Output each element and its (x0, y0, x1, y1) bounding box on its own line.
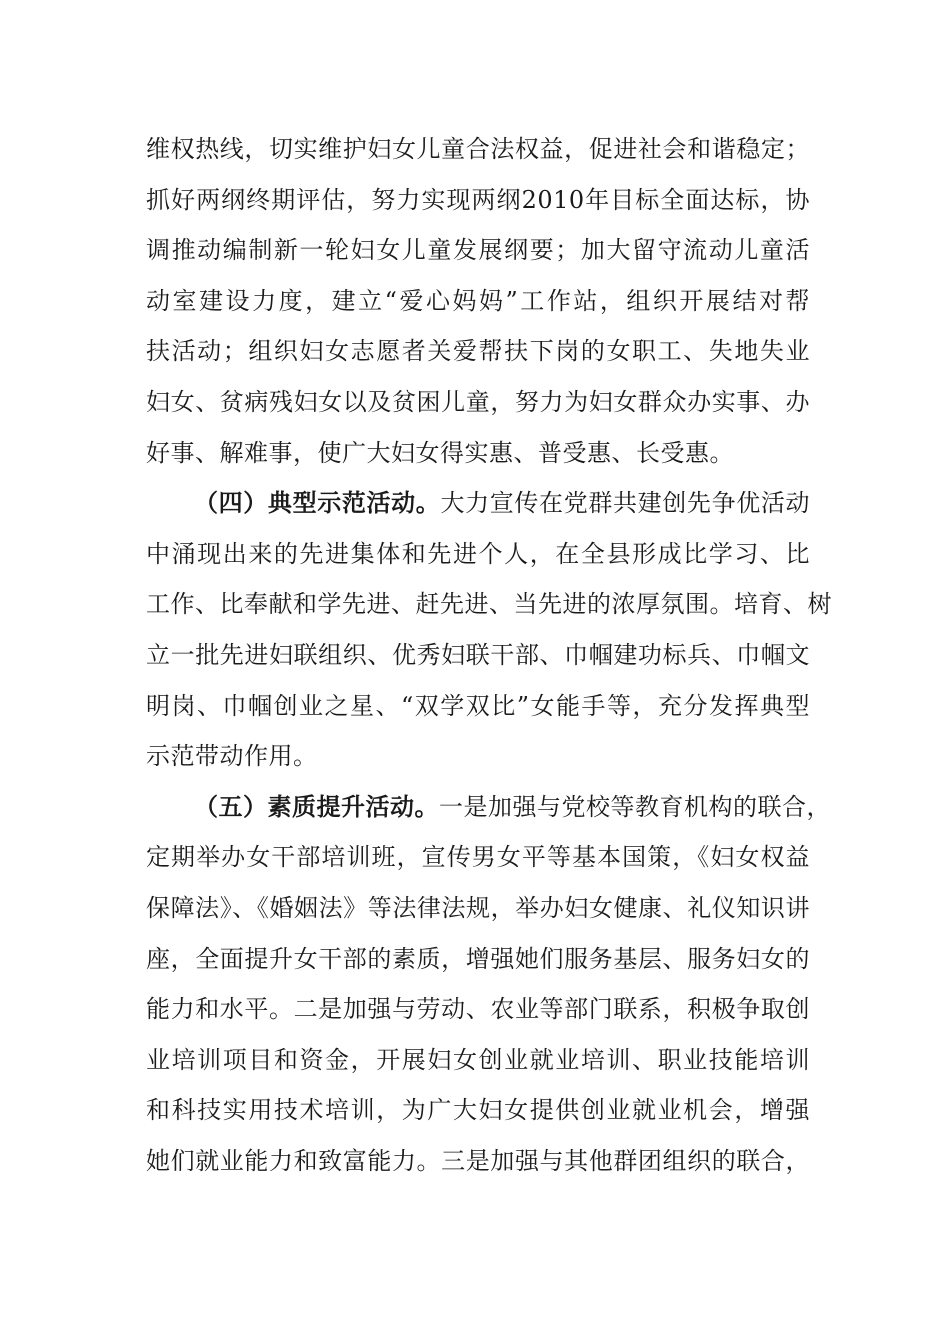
text-line: 和科技实用技术培训，为广大妇女提供创业就业机会，增强 (146, 1096, 810, 1125)
text-line: 能力和水平。二是加强与劳动、农业等部门联系，积极争取创 (146, 995, 810, 1024)
paragraph-rights-protection (146, 124, 810, 478)
text-run: 大力宣传在党群共建创先争优活动 (440, 489, 811, 518)
text-line (146, 478, 810, 529)
text-line: 座，全面提升女干部的素质，增强她们服务基层、服务妇女的 (146, 944, 810, 973)
text-line: 业培训项目和资金，开展妇女创业就业培训、职业技能培训 (146, 1045, 810, 1074)
text-line: 示范带动作用。 (146, 742, 318, 771)
section-heading: （四）典型示范活动。 (194, 488, 441, 518)
text-line: 中涌现出来的先进集体和先进个人，在全县形成比学习、比 (146, 539, 810, 568)
paragraph-model-demonstration (146, 478, 832, 782)
text-run: 一是加强与党校等教育机构的联合， (439, 792, 831, 821)
text-line: 定期举办女干部培训班，宣传男女平等基本国策，《妇女权益 (146, 843, 810, 872)
text-line: 立一批先进妇联组织、优秀妇联干部、巾帼建功标兵、巾帼文 (146, 640, 810, 669)
text-line: 工作、比奉献和学先进、赶先进、当先进的浓厚氛围。培育、树 (146, 590, 832, 619)
text-line (146, 782, 831, 833)
text-line: 维权热线，切实维护妇女儿童合法权益，促进社会和谐稳定； (146, 135, 810, 163)
text-line: 她们就业能力和致富能力。三是加强与其他群团组织的联合， (146, 1146, 810, 1175)
text-line: 动室建设力度，建立“爱心妈妈”工作站，组织开展结对帮 (146, 286, 810, 315)
text-line: 抓好两纲终期评估，努力实现两纲2010年目标全面达标，协 (146, 185, 810, 214)
text-line: 保障法》、《婚姻法》等法律法规，举办妇女健康、礼仪知识讲 (146, 893, 810, 922)
text-line: 好事、解难事，使广大妇女得实惠、普受惠、长受惠。 (146, 438, 734, 467)
text-line: 调推动编制新一轮妇女儿童发展纲要；加大留守流动儿童活 (146, 236, 810, 265)
text-line: 妇女、贫病残妇女以及贫困儿童，努力为妇女群众办实事、办 (146, 387, 810, 416)
section-heading: （五）素质提升活动。 (194, 791, 439, 821)
text-line: 明岗、巾帼创业之星、“双学双比”女能手等，充分发挥典型 (146, 691, 810, 720)
document-body (146, 124, 832, 1186)
paragraph-quality-improvement (146, 782, 831, 1187)
text-line: 扶活动；组织妇女志愿者关爱帮扶下岗的女职工、失地失业 (146, 337, 810, 366)
